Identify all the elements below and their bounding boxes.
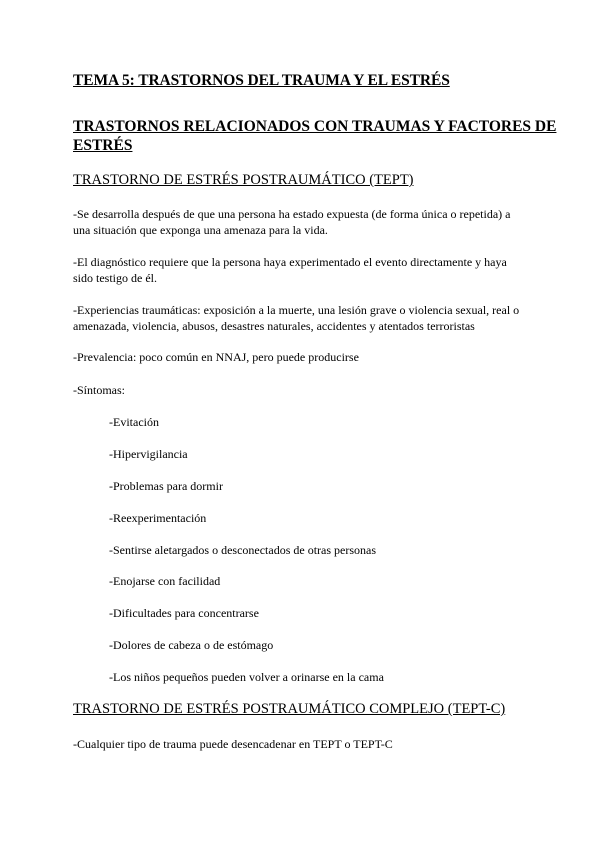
paragraph-2-line-2: sido testigo de él.	[73, 271, 157, 285]
subsection-title-tept: TRASTORNO DE ESTRÉS POSTRAUMÁTICO (TEPT)	[73, 172, 414, 188]
list-item: -Enojarse con facilidad	[109, 574, 221, 588]
paragraph-3-line-1: -Experiencias traumáticas: exposición a la muerte, una lesión grave o violencia sexual, real o	[73, 303, 520, 317]
list-item: -Los niños pequeños pueden volver a orinarse en la cama	[109, 670, 384, 684]
list-item: -Problemas para dormir	[109, 479, 223, 493]
list-item: -Dificultades para concentrarse	[109, 606, 259, 620]
list-item: -Hipervigilancia	[109, 447, 188, 461]
document-title: TEMA 5: TRASTORNOS DEL TRAUMA Y EL ESTRÉS	[73, 72, 450, 89]
paragraph-prevalence: -Prevalencia: poco común en NNAJ, pero puede producirse	[73, 350, 359, 364]
section-title-line-1: TRASTORNOS RELACIONADOS CON TRAUMAS Y FACTORES DE	[73, 118, 557, 135]
subsection-title-tept-c: TRASTORNO DE ESTRÉS POSTRAUMÁTICO COMPLEJO (TEPT-C)	[73, 701, 506, 717]
paragraph-tept-c: -Cualquier tipo de trauma puede desencadenar en TEPT o TEPT-C	[73, 737, 393, 751]
paragraph-2-line-1: -El diagnóstico requiere que la persona haya experimentado el evento directamente y haya	[73, 255, 507, 269]
list-item: -Evitación	[109, 415, 159, 429]
section-title-line-2: ESTRÉS	[73, 137, 133, 154]
paragraph-1-line-1: -Se desarrolla después de que una persona ha estado expuesta (de forma única o repetida) a	[73, 207, 511, 221]
list-item: -Sentirse aletargados o desconectados de otras personas	[109, 543, 377, 557]
paragraph-symptoms-heading: -Síntomas:	[73, 383, 126, 397]
list-item: -Reexperimentación	[109, 511, 207, 525]
list-item: -Dolores de cabeza o de estómago	[109, 638, 274, 652]
paragraph-3-line-2: amenazada, violencia, abusos, desastres naturales, accidentes y atentados terroristas	[73, 319, 475, 333]
paragraph-1-line-2: una situación que exponga una amenaza para la vida.	[73, 223, 328, 237]
